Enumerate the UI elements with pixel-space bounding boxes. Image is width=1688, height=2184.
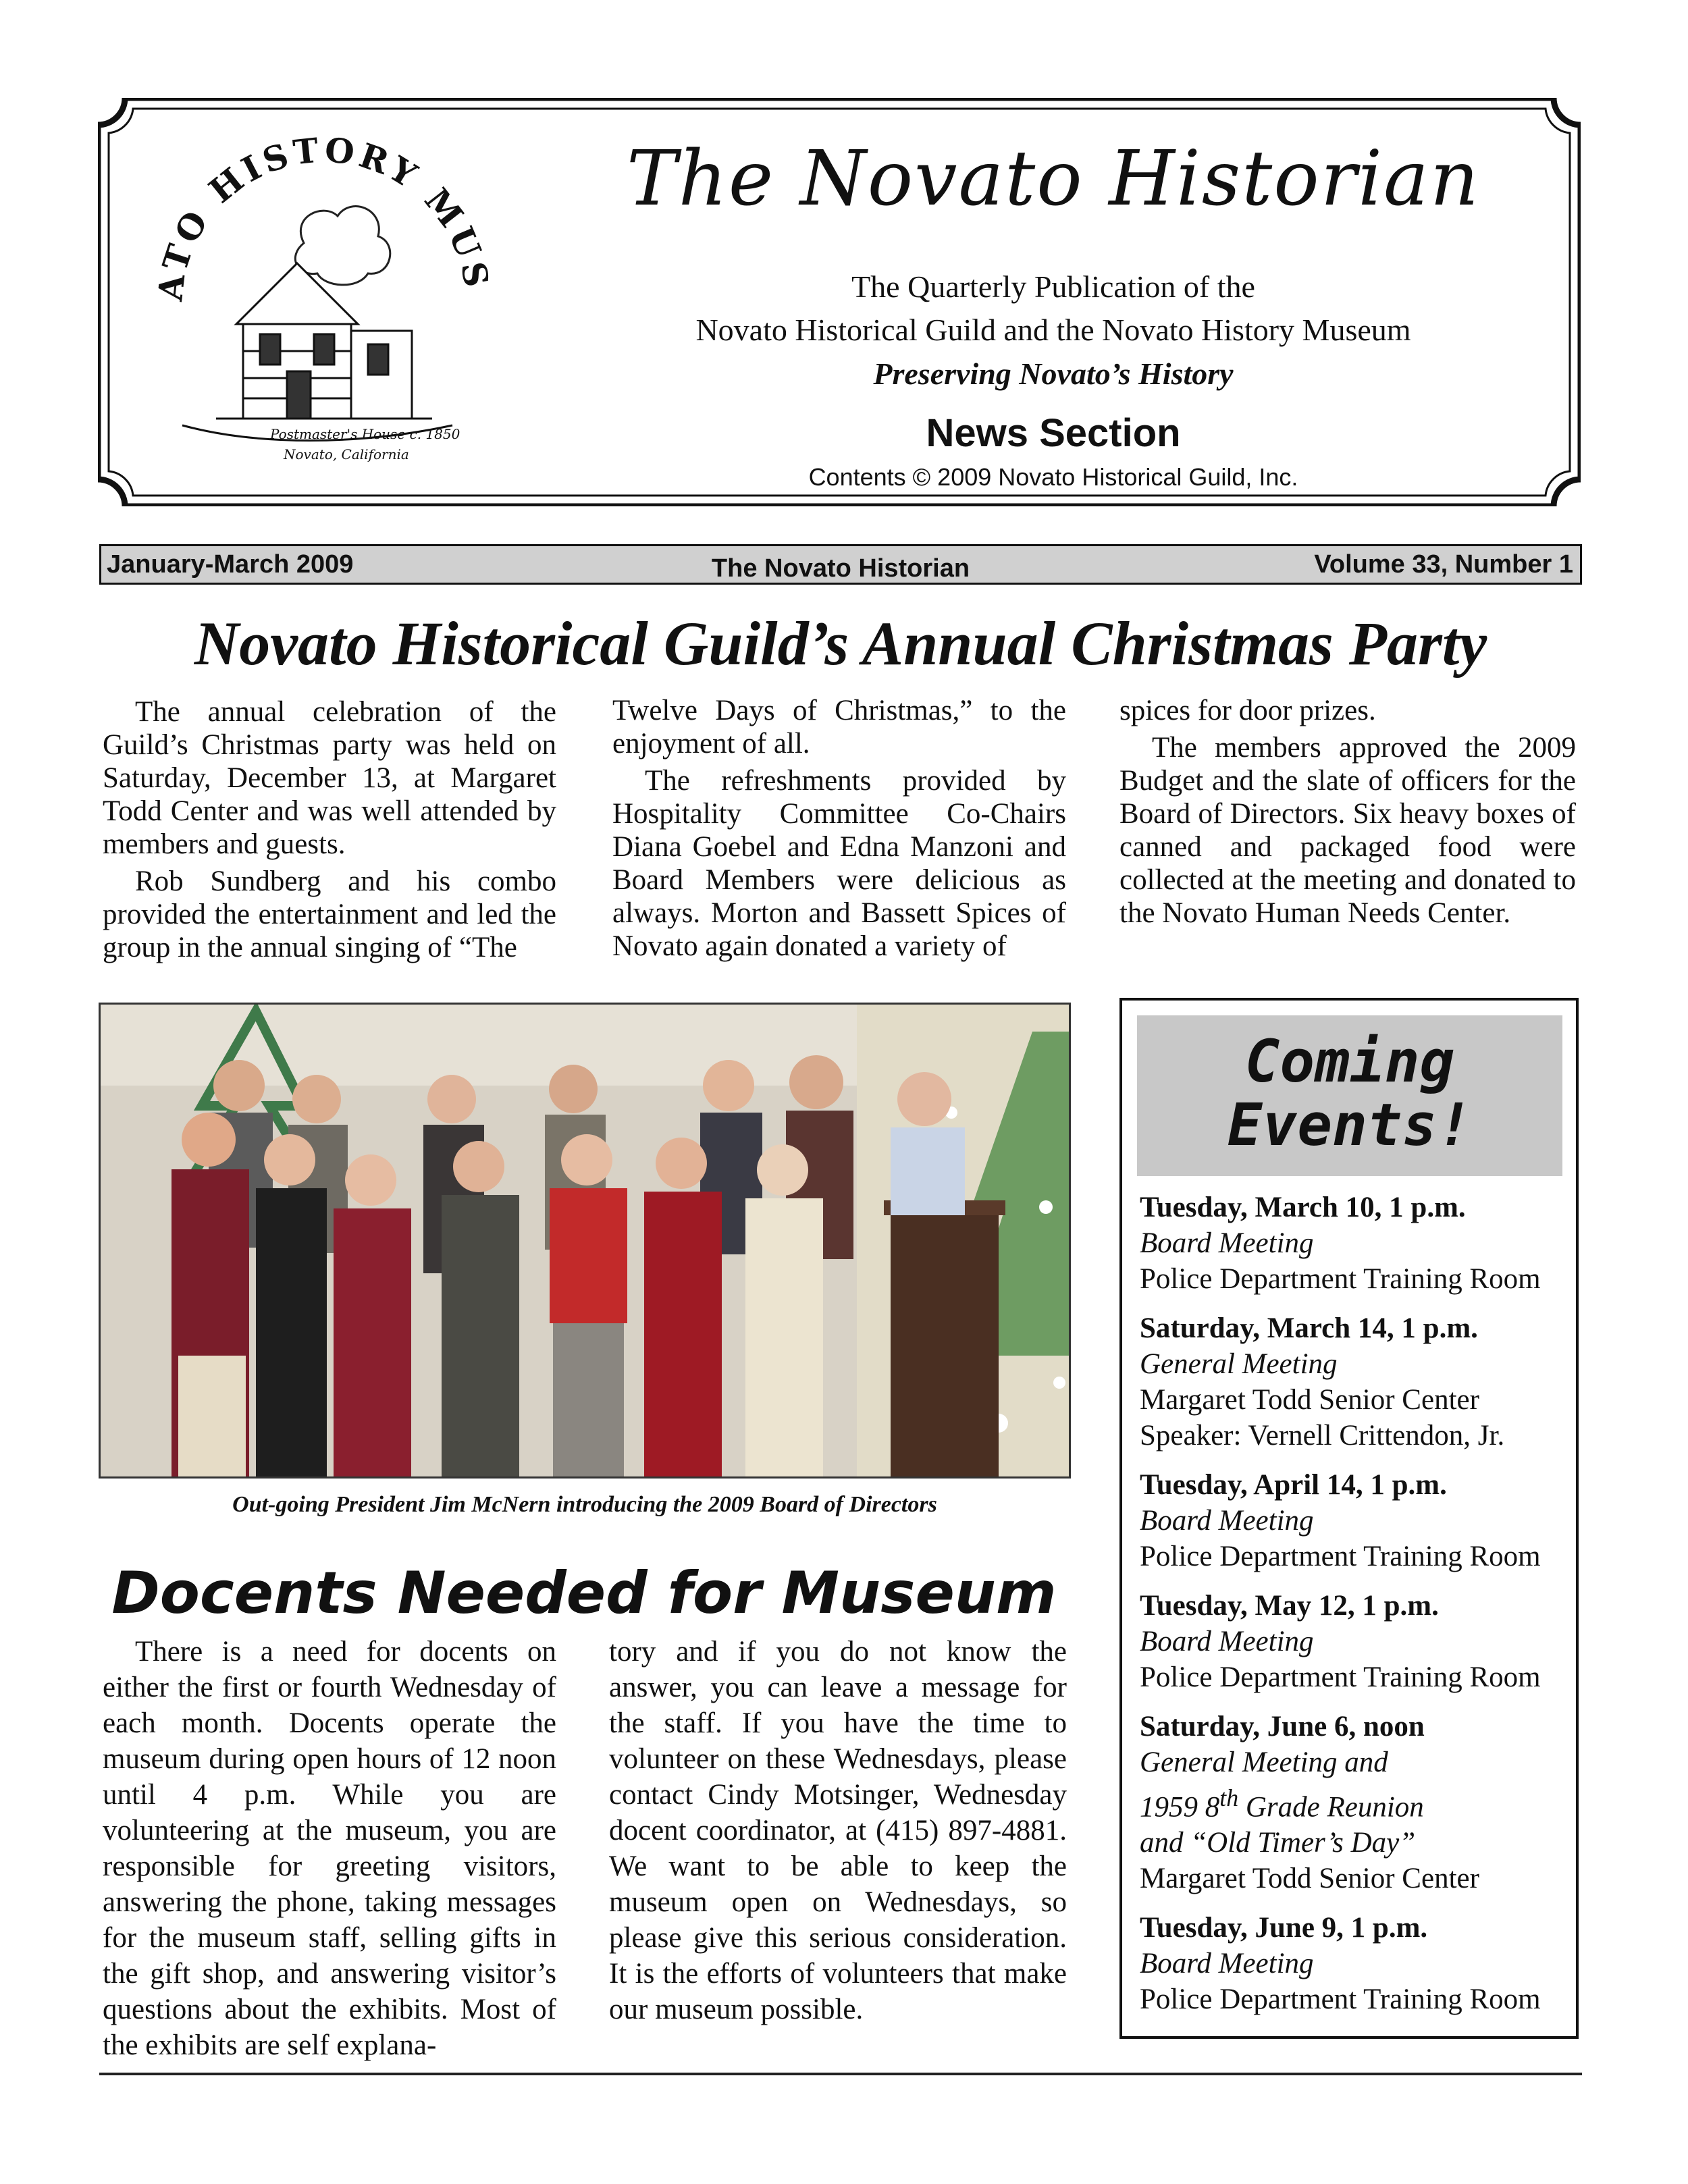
subtitle-line-2: Novato Historical Guild and the Novato History Museum	[695, 313, 1411, 347]
issue-publication: The Novato Historian	[711, 554, 970, 583]
docents-paragraph: tory and if you do not know the answer, you can leave a message for the staff. If you have the time to volunteer on these Wednesdays, please contact Cindy Motsinger, Wednesday docent coordinator, at (415) 897-4881. We want to be able to keep the museum open on Wednesdays, so please give this serious consideration. It is the efforts of volunteers that make our museum possible.	[609, 1636, 1067, 2025]
event-type: 1959 8th Grade Reunion	[1140, 1784, 1424, 1823]
event-type: General Meeting and	[1140, 1747, 1388, 1778]
logo-caption-1: Postmaster's House c. 1850	[270, 426, 460, 442]
event-place: Margaret Todd Senior Center	[1140, 1384, 1479, 1416]
party-column-2	[612, 694, 1066, 967]
svg-text:NOVATO HISTORY MUSEUM	[135, 128, 498, 303]
event-place: Police Department Training Room	[1140, 1263, 1541, 1295]
docents-column-1	[103, 1634, 556, 2067]
party-paragraph: The annual celebration of the Guild’s Christmas party was held on Saturday, December 13, at Margaret Todd Center and was well attended by members and guests.	[103, 696, 556, 860]
party-headline: Novato Historical Guild’s Annual Christmas Party	[194, 609, 1487, 678]
event-date: Tuesday, March 10, 1 p.m.	[1140, 1192, 1466, 1223]
logo-caption-2: Novato, California	[284, 446, 409, 462]
issue-volume: Volume 33, Number 1	[1314, 550, 1573, 579]
bottom-rule	[99, 2073, 1582, 2075]
party-paragraph: Twelve Days of Christmas,” to the enjoyment of all.	[612, 695, 1066, 760]
logo-ring-text: ATO HISTORY MUS	[150, 129, 498, 303]
event-item	[1140, 1588, 1572, 1695]
coming-events-box	[1119, 998, 1579, 2039]
issue-bar	[99, 544, 1582, 585]
event-date: Tuesday, May 12, 1 p.m.	[1140, 1590, 1439, 1622]
tagline: Preserving Novato’s History	[873, 356, 1234, 391]
event-type: Board Meeting	[1140, 1505, 1314, 1537]
party-paragraph: Rob Sundberg and his combo provided the entertainment and led the group in the annual singing of “The	[103, 865, 556, 963]
event-type: Board Meeting	[1140, 1227, 1314, 1259]
photo-caption: Out-going President Jim McNern introducing the 2009 Board of Directors	[232, 1492, 937, 1517]
board-photo	[99, 1003, 1071, 1479]
event-date: Tuesday, April 14, 1 p.m.	[1140, 1469, 1447, 1501]
party-column-1	[103, 695, 556, 968]
party-paragraph: The refreshments provided by Hospitality Committee Co-Chairs Diana Goebel and Edna Manzoni and Board Members were delicious as always. Morton and Bassett Spices of Novato again donated a variety of	[612, 765, 1066, 962]
event-place: Police Department Training Room	[1140, 1541, 1541, 1572]
docents-headline: Docents Needed for Museum	[111, 1560, 1057, 1627]
party-paragraph: The members approved the 2009 Budget and the slate of officers for the Board of Directors. Six heavy boxes of canned and packaged food were collected at the meeting and donated to the Novato Human Needs Center.	[1119, 732, 1576, 929]
event-item	[1140, 1709, 1572, 1896]
event-date: Saturday, June 6, noon	[1140, 1711, 1425, 1742]
event-speaker: Speaker: Vernell Crittendon, Jr.	[1140, 1420, 1505, 1451]
section-title: News Section	[926, 411, 1181, 455]
event-place: Margaret Todd Senior Center	[1140, 1863, 1479, 1895]
event-type: Board Meeting	[1140, 1948, 1314, 1980]
event-type: and “Old Timer’s Day”	[1140, 1827, 1416, 1859]
event-date: Tuesday, June 9, 1 p.m.	[1140, 1912, 1428, 1944]
event-item	[1140, 1910, 1572, 2017]
issue-date: January-March 2009	[107, 550, 354, 579]
museum-logo	[135, 128, 513, 479]
event-place: Police Department Training Room	[1140, 1661, 1541, 1693]
copyright-line: Contents © 2009 Novato Historical Guild, Inc.	[808, 463, 1298, 491]
events-heading-line-1: Coming	[1244, 1028, 1455, 1096]
docents-column-2	[609, 1634, 1067, 2031]
event-place: Police Department Training Room	[1140, 1983, 1541, 2016]
event-item	[1140, 1190, 1572, 1297]
party-column-3	[1119, 694, 1576, 934]
event-date: Saturday, March 14, 1 p.m.	[1140, 1312, 1478, 1344]
events-heading-line-2: Events!	[1227, 1092, 1473, 1159]
coming-events-heading	[1137, 1015, 1562, 1176]
event-item	[1140, 1467, 1572, 1574]
subtitle-line-1: The Quarterly Publication of the	[851, 269, 1255, 304]
party-paragraph: spices for door prizes.	[1119, 695, 1376, 726]
events-list	[1140, 1190, 1572, 2031]
newsletter-title: The Novato Historian	[627, 135, 1480, 223]
house-drawing	[216, 263, 432, 419]
event-type: General Meeting	[1140, 1348, 1338, 1380]
event-item	[1140, 1310, 1572, 1454]
tree-drawing	[295, 207, 390, 285]
event-type: Board Meeting	[1140, 1626, 1314, 1657]
docents-paragraph: There is a need for docents on either the first or fourth Wednesday of each month. Docents operate the museum during open hours of 12 noon until 4 p.m. While you are volunteering at the museum, you are responsible for greeting visitors, answering the phone, taking messages for the museum staff, selling gifts in the gift shop, and answering visitor’s questions about the exhibits. Most of the exhibits are self explana-	[103, 1636, 556, 2061]
